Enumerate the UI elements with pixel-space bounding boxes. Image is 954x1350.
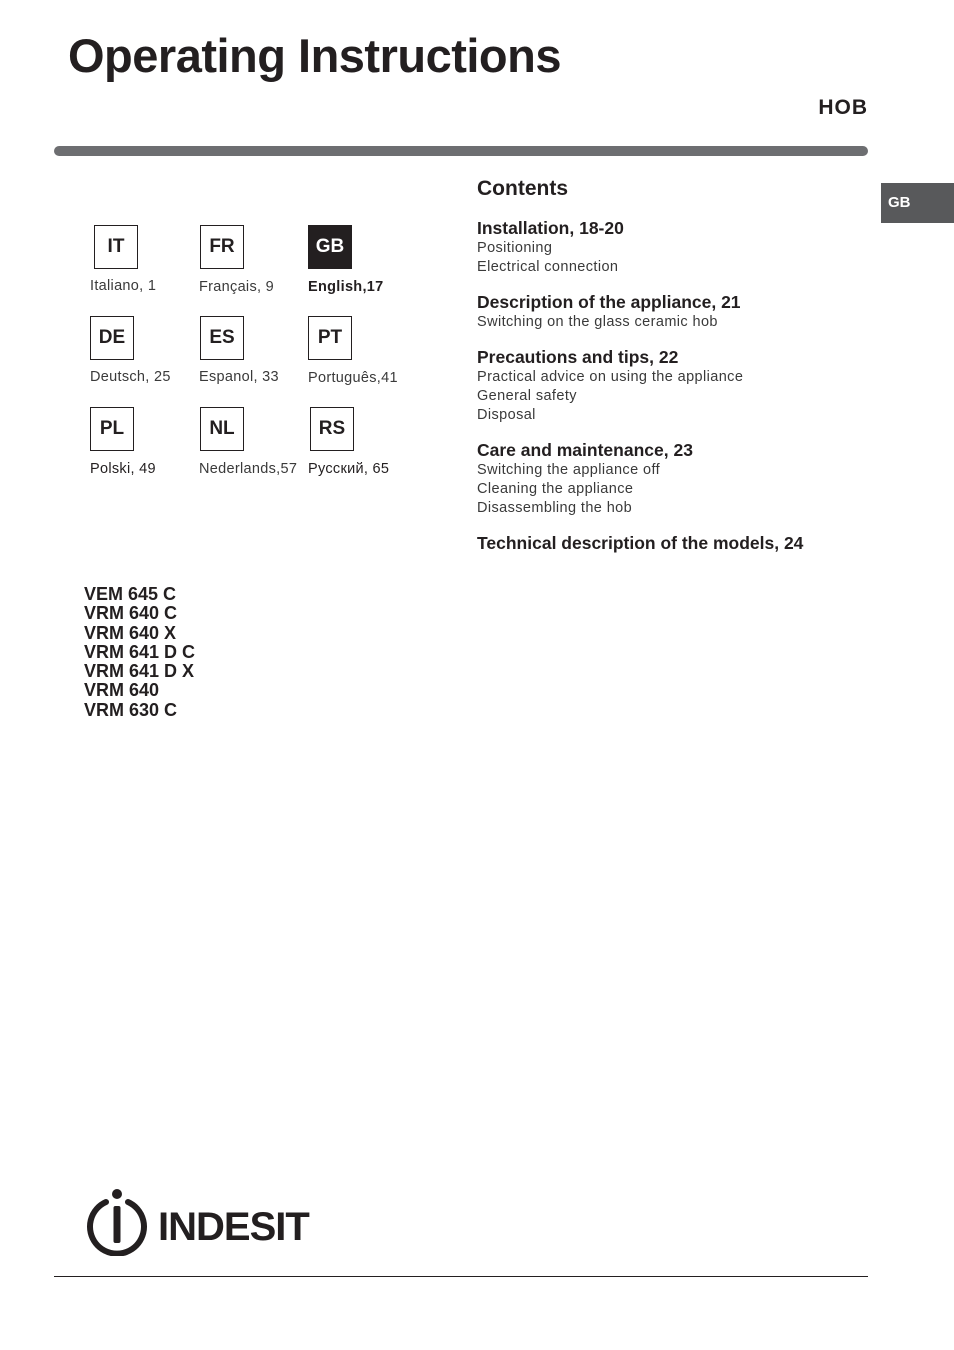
table-of-contents [477, 177, 877, 568]
lang-label-rs: Русский, 65 [308, 461, 390, 477]
lang-label-pl: Polski, 49 [90, 461, 156, 477]
toc-item: Disposal [477, 407, 536, 423]
model-item: VRM 641 D C [84, 641, 196, 662]
toc-item: Practical advice on using the appliance [477, 369, 744, 385]
lang-label-gb: English,17 [308, 279, 384, 295]
model-list [84, 585, 195, 720]
lang-box-pt[interactable]: PT [308, 316, 352, 360]
footer-divider [54, 1276, 868, 1277]
toc-item: Cleaning the appliance [477, 481, 634, 497]
lang-box-rs[interactable]: RS [310, 407, 354, 451]
lang-box-pl[interactable]: PL [90, 407, 134, 451]
contents-heading: Contents [477, 177, 568, 200]
toc-section-description [477, 291, 877, 332]
brand-name: INDESIT [158, 1205, 309, 1249]
lang-box-es[interactable]: ES [200, 316, 244, 360]
lang-label-nl: Nederlands,57 [199, 461, 298, 477]
toc-section-title[interactable]: Care and maintenance, 23 [477, 440, 693, 460]
lang-box-nl[interactable]: NL [200, 407, 244, 451]
toc-section-precautions [477, 346, 877, 425]
indesit-logo-icon [84, 1186, 318, 1256]
page-title: Operating Instructions [68, 29, 561, 82]
lang-label-pt: Português,41 [308, 370, 398, 386]
model-item: VRM 630 C [84, 699, 178, 720]
model-item: VEM 645 C [84, 584, 177, 604]
toc-section-title[interactable]: Technical description of the models, 24 [477, 533, 804, 553]
lang-label-it: Italiano, 1 [90, 278, 157, 294]
toc-section-title[interactable]: Installation, 18-20 [477, 218, 624, 238]
product-type: HOB [818, 96, 868, 119]
header-divider [54, 146, 868, 156]
toc-item: Switching on the glass ceramic hob [477, 314, 718, 330]
toc-item: Electrical connection [477, 259, 619, 275]
indesit-logo [84, 1186, 318, 1256]
toc-item: Switching the appliance off [477, 462, 661, 478]
toc-section-title[interactable]: Precautions and tips, 22 [477, 347, 679, 367]
lang-label-fr: Français, 9 [199, 279, 275, 295]
model-item: VRM 640 X [84, 622, 177, 643]
lang-box-de[interactable]: DE [90, 316, 134, 360]
model-item: VRM 640 C [84, 603, 178, 624]
toc-item: Positioning [477, 240, 553, 256]
lang-box-it[interactable]: IT [94, 225, 138, 269]
toc-item: Disassembling the hob [477, 500, 633, 516]
model-item: VRM 640 [84, 680, 160, 701]
lang-label-de: Deutsch, 25 [90, 369, 171, 385]
language-tab-gb: GB [881, 183, 954, 223]
lang-label-es: Espanol, 33 [199, 369, 279, 385]
toc-section-installation [477, 217, 877, 277]
toc-section-title[interactable]: Description of the appliance, 21 [477, 292, 741, 312]
toc-item: General safety [477, 388, 577, 404]
lang-box-fr[interactable]: FR [200, 225, 244, 269]
toc-section-care [477, 439, 877, 518]
model-item: VRM 641 D X [84, 661, 195, 682]
lang-box-gb[interactable]: GB [308, 225, 352, 269]
toc-section-technical [477, 532, 877, 554]
